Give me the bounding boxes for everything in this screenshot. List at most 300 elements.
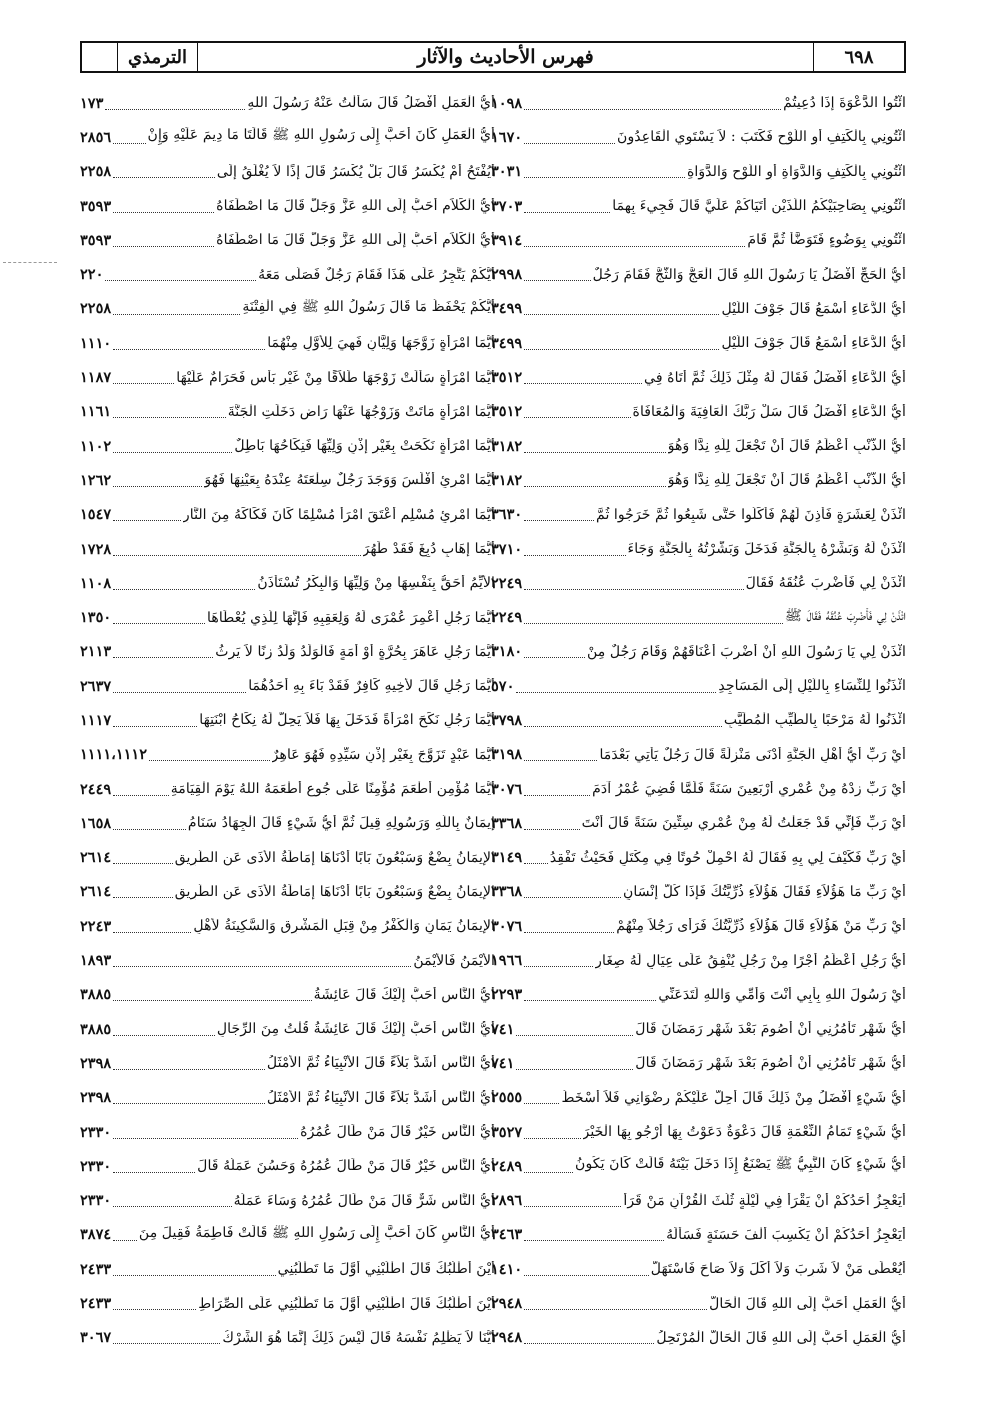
index-entry bbox=[491, 1081, 906, 1115]
entry-hadith-number: ٣٨٧٤ bbox=[80, 1226, 112, 1244]
entry-text: أَيُّ النَّاسِ خَيْرٌ قَالَ مَنْ طَالَ عُمُرُهُ bbox=[300, 1124, 495, 1141]
index-entry bbox=[491, 875, 906, 909]
index-entry bbox=[80, 292, 495, 326]
entry-hadith-number: ٢٤٣٣ bbox=[80, 1260, 112, 1278]
entry-text: الأَيِّمُ أَحَقُّ بِنَفْسِهَا مِنْ وَلِيِّهَا وَالْبِكْرُ تُسْتَأْذَنُ bbox=[257, 575, 495, 592]
entry-text: الإِيمَانُ يَمَانٍ وَالْكُفْرُ مِنْ قِبَلِ الْمَشْرِقِ وَالسَّكِينَةُ لأَهْلِ bbox=[193, 918, 495, 935]
index-entry bbox=[80, 772, 495, 806]
index-entry bbox=[80, 1321, 495, 1355]
index-entry bbox=[491, 257, 906, 291]
leader-dots bbox=[113, 589, 255, 590]
entry-text: أَيُّمَا رَجُلٍ أُعْمِرَ عُمْرَى لَهُ وَلِعَقِبِهِ فَإِنَّهَا لِلَّذِي يُعْطَاهَا bbox=[207, 609, 495, 626]
index-entry bbox=[491, 326, 906, 360]
entry-text: ائْذَنْ لَهُ وَبَشِّرْهُ بِالْجَنَّةِ فَدَخَلَ وَبَشَّرْتُهُ بِالْجَنَّةِ وَجَاءَ bbox=[627, 541, 906, 557]
index-entry bbox=[491, 600, 906, 634]
index-entry bbox=[491, 498, 906, 532]
entry-hadith-number: ٢٢٩٣ bbox=[491, 986, 523, 1004]
entry-text: الأَيْمَنُ فَالأَيْمَنُ bbox=[413, 952, 495, 969]
index-entry bbox=[491, 86, 906, 120]
index-entry bbox=[80, 1252, 495, 1286]
leader-dots bbox=[524, 863, 548, 864]
leader-dots bbox=[113, 1103, 265, 1104]
entry-hadith-number: ٢٩٤٨ bbox=[491, 1295, 523, 1313]
entry-hadith-number: ١١١٠ bbox=[80, 334, 112, 352]
leader-dots bbox=[113, 1240, 137, 1241]
entry-text: ائْذَنُوا لَهُ مَرْحَبًا بِالطَّيِّبِ الْمُطَيَّبِ bbox=[723, 712, 906, 729]
entry-text: أَيُّ شَيْءٍ تَمَامُ النِّعْمَةِ قَالَ دَعْوَةٌ دَعَوْتُ بِهَا أَرْجُو بِهَا الْخَيْرَ bbox=[582, 1124, 906, 1141]
entry-hadith-number: ٢٢٥٨ bbox=[80, 163, 112, 181]
entry-hadith-number: ١٢٦٢ bbox=[80, 471, 112, 489]
margin-dash-mark bbox=[3, 262, 57, 263]
leader-dots bbox=[524, 623, 783, 624]
index-entry bbox=[491, 1252, 906, 1286]
entry-text: أَيُّ النَّاسِ أَحَبُّ إِلَيْكَ قَالَ عَائِشَةُ bbox=[313, 986, 495, 1003]
entry-text: إِيمَانٌ بِاللَّهِ وَرَسُولِهِ قِيلَ ثُمَّ أَيُّ شَيْءٍ قَالَ الْجِهَادُ سَنَامُ bbox=[187, 815, 495, 832]
index-entry bbox=[80, 1115, 495, 1149]
index-entry bbox=[80, 875, 495, 909]
entry-hadith-number: ٢٨٥٦ bbox=[80, 128, 112, 146]
entry-hadith-number: ٣٦٣٠ bbox=[491, 506, 523, 524]
index-entry bbox=[491, 120, 906, 154]
leader-dots bbox=[524, 1206, 621, 1207]
leader-dots bbox=[524, 829, 579, 830]
index-entry bbox=[491, 738, 906, 772]
entry-hadith-number: ٢٢٤٩ bbox=[491, 609, 523, 627]
index-entry bbox=[80, 1218, 495, 1252]
entry-hadith-number: ٢٣٣٠ bbox=[80, 1192, 112, 1210]
entry-hadith-number: ١١١٧ bbox=[80, 711, 112, 729]
entry-text: أَيْ رَبِّ مَا هَؤُلاَءِ فَقَالَ هَؤُلاَءِ ذُرِّيَّتُكَ فَإِذَا كُلُّ إِنْسَانٍ bbox=[622, 883, 906, 900]
index-entry bbox=[80, 635, 495, 669]
entry-hadith-number: ٣٤٦٣ bbox=[491, 1226, 523, 1244]
entry-text: أَيُّ شَهْرٍ تَأْمُرُنِي أَنْ أَصُومَ بَعْدَ شَهْرِ رَمَضَانَ قَالَ bbox=[635, 1055, 906, 1072]
index-entry bbox=[80, 360, 495, 394]
entry-hadith-number: ٣٧١٠ bbox=[491, 540, 523, 558]
entry-hadith-number: ٣٨٨٥ bbox=[80, 986, 112, 1004]
leader-dots bbox=[524, 1103, 559, 1104]
index-entry bbox=[80, 463, 495, 497]
index-entry bbox=[80, 1149, 495, 1183]
entry-text: أَيُّ النَّاسِ شَرٌّ قَالَ مَنْ طَالَ عُمُرُهُ وَسَاءَ عَمَلُهُ bbox=[233, 1192, 495, 1209]
entry-hadith-number: ٢٩٩٨ bbox=[491, 266, 523, 284]
index-entry bbox=[491, 1115, 906, 1149]
index-entry bbox=[80, 1286, 495, 1320]
entry-hadith-number: ٣١٨٢ bbox=[491, 437, 523, 455]
leader-dots bbox=[113, 795, 169, 796]
leader-dots bbox=[524, 555, 625, 556]
entry-hadith-number: ٣٥٩٣ bbox=[80, 197, 112, 215]
entry-text: أَيُّمَا امْرَأَةٍ نَكَحَتْ بِغَيْرِ إِذْنِ وَلِيِّهَا فَنِكَاحُهَا بَاطِلٌ bbox=[234, 438, 495, 455]
leader-dots bbox=[113, 692, 246, 693]
leader-dots bbox=[524, 349, 719, 350]
index-entry bbox=[80, 1184, 495, 1218]
index-entry bbox=[80, 669, 495, 703]
entry-text: أَيُّ الدُّعَاءِ أَسْمَعُ قَالَ جَوْفَ اللَّيْلِ bbox=[721, 300, 906, 317]
leader-dots bbox=[524, 314, 719, 315]
entry-hadith-number: ٢٣٩٨ bbox=[80, 1054, 112, 1072]
leader-dots bbox=[524, 657, 585, 658]
leader-dots bbox=[524, 1138, 580, 1139]
entry-text: أَيُّ النَّاسِ أَشَدُّ بَلاَءً قَالَ الأَنْبِيَاءُ ثُمَّ الأَمْثَلُ bbox=[266, 1089, 495, 1106]
index-entry bbox=[80, 566, 495, 600]
entry-hadith-number: ٣٧٠٣ bbox=[491, 197, 523, 215]
index-entry bbox=[491, 532, 906, 566]
entry-hadith-number: ٣٥٢٧ bbox=[491, 1123, 523, 1141]
index-entry bbox=[491, 395, 906, 429]
entry-text: أَيْ رَسُولَ اللهِ بِأَبِي أَنْتَ وَأُمِّي وَاللهِ لَتَدَعَنِّي bbox=[658, 986, 906, 1003]
entry-hadith-number: ٢١١٣ bbox=[80, 643, 112, 661]
leader-dots bbox=[524, 383, 642, 384]
leader-dots bbox=[113, 1035, 215, 1036]
leader-dots bbox=[524, 897, 621, 898]
index-entry bbox=[80, 395, 495, 429]
leader-dots bbox=[524, 589, 743, 590]
header-book-name: الترمذي bbox=[118, 43, 198, 71]
leader-dots bbox=[105, 109, 245, 110]
leader-dots bbox=[113, 246, 214, 247]
leader-dots bbox=[113, 212, 214, 213]
entry-text: أَيُّمَا عَبْدٍ تَزَوَّجَ بِغَيْرِ إِذْنِ سَيِّدِهِ فَهُوَ عَاهِرٌ bbox=[271, 746, 495, 763]
entry-text: أَيُّكُمْ يَحْفَظُ مَا قَالَ رَسُولُ اللهِ ﷺ فِي الْفِتْنَةِ bbox=[242, 298, 495, 315]
entry-hadith-number: ٢٦١٤ bbox=[80, 883, 112, 901]
index-entry bbox=[80, 738, 495, 772]
index-entry bbox=[491, 669, 906, 703]
leader-dots bbox=[149, 760, 270, 761]
leader-dots bbox=[524, 417, 630, 418]
entry-text: ائْذَنْ لِي يَا رَسُولَ اللهِ أَنْ أَضْرِبَ أَعْنَاقَهُمْ وَقَامَ رَجُلٌ مِنْ bbox=[586, 643, 906, 660]
leader-dots bbox=[524, 1343, 654, 1344]
leader-dots bbox=[105, 280, 256, 281]
entry-hadith-number: ١٤١٠ bbox=[491, 1260, 523, 1278]
leader-dots bbox=[113, 1206, 231, 1207]
entry-hadith-number: ٣٧٩٨ bbox=[491, 711, 523, 729]
entry-hadith-number: ٢٢٥٨ bbox=[80, 300, 112, 318]
right-column bbox=[491, 86, 906, 1355]
entry-text: أَيُّمَا رَجُلٍ عَاهَرَ بِحُرَّةٍ أَوْ أَمَةٍ فَالْوَلَدُ وَلَدُ زِنًا لاَ يَرِثُ bbox=[215, 643, 495, 660]
entry-text: أَيَعْجِزُ أَحَدُكُمْ أَنْ يَكْسِبَ أَلْفَ حَسَنَةٍ فَسَأَلَهُ bbox=[666, 1226, 906, 1243]
index-entry bbox=[80, 943, 495, 977]
index-entry bbox=[80, 532, 495, 566]
entry-text: أَيُّ رَجُلٍ أَعْظَمُ أَجْرًا مِنْ رَجُلٍ يُنْفِقُ عَلَى عِيَالٍ لَهُ صِغَارٍ bbox=[595, 952, 906, 969]
entry-text: أَيُّ الدُّعَاءِ أَفْضَلُ قَالَ سَلْ رَبَّكَ الْعَافِيَةَ وَالْمُعَافَاةَ bbox=[632, 403, 906, 420]
entry-hadith-number: ٧٤١ bbox=[491, 1020, 515, 1038]
entry-text: أَيُّمَا رَجُلٍ نَكَحَ امْرَأَةً فَدَخَلَ بِهَا فَلاَ يَحِلُّ لَهُ نِكَاحُ ابْنَتِهَا bbox=[199, 712, 495, 729]
leader-dots bbox=[113, 1275, 276, 1276]
leader-dots bbox=[524, 966, 593, 967]
entry-hadith-number: ١٦٥٨ bbox=[80, 814, 112, 832]
leader-dots bbox=[113, 1172, 195, 1173]
page-header bbox=[80, 41, 906, 73]
leader-dots bbox=[113, 1000, 312, 1001]
entry-text: أَيُّمَا مُؤْمِنٍ أَطْعَمَ مُؤْمِنًا عَلَى جُوعٍ أَطْعَمَهُ اللهُ يَوْمَ الْقِيَامَةِ bbox=[170, 781, 495, 798]
index-entry bbox=[491, 292, 906, 326]
entry-hadith-number: ١٣٥٠ bbox=[80, 609, 112, 627]
index-entry bbox=[491, 1218, 906, 1252]
entry-text: أَيُّ شَهْرٍ تَأْمُرُنِي أَنْ أَصُومَ بَعْدَ شَهْرِ رَمَضَانَ قَالَ bbox=[635, 1021, 906, 1038]
index-entry bbox=[491, 806, 906, 840]
entry-text: ائْتُونِي بِوَضُوءٍ فَتَوَضَّأَ ثُمَّ قَامَ bbox=[747, 232, 906, 249]
entry-text: ائْتُونِي بِالْكَتِفِ أَوِ اللَّوْحِ فَكَتَبَ : لاَ يَسْتَوِي الْقَاعِدُونَ bbox=[617, 129, 906, 146]
leader-dots bbox=[113, 623, 205, 624]
entry-text: أَيُّكُمْ يَتَّجِرُ عَلَى هَذَا فَقَامَ رَجُلٌ فَصَلَّى مَعَهُ bbox=[258, 266, 495, 283]
entry-text: ائْتُوا الدَّعْوَةَ إِذَا دُعِيتُمْ bbox=[783, 95, 906, 112]
leader-dots bbox=[524, 212, 610, 213]
leader-dots bbox=[113, 520, 181, 521]
entry-hadith-number: ١٩٦٦ bbox=[491, 952, 523, 970]
header-empty-cell bbox=[82, 43, 118, 71]
entry-text: أَيُّ الذَّنْبِ أَعْظَمُ قَالَ أَنْ تَجْعَلَ لِلَّهِ نِدًّا وَهُوَ bbox=[667, 472, 906, 489]
entry-text: ائْتُونِي بِصَاحِبَيْكُمُ اللَّذَيْنِ أَتَيَاكُمْ عَلَيَّ قَالَ فَجِيءَ بِهِمَا bbox=[612, 198, 906, 215]
leader-dots bbox=[524, 932, 614, 933]
entry-hadith-number: ١٥٤٧ bbox=[80, 506, 112, 524]
entry-text: أَيُّمَا امْرَأَةٍ مَاتَتْ وَزَوْجُهَا عَنْهَا رَاضٍ دَخَلَتِ الْجَنَّةَ bbox=[227, 403, 495, 420]
entry-hadith-number: ١١٦١ bbox=[80, 403, 112, 421]
index-entry bbox=[80, 703, 495, 737]
entry-hadith-number: ٢٣٩٨ bbox=[80, 1089, 112, 1107]
leader-dots bbox=[113, 1343, 220, 1344]
index-entry bbox=[80, 841, 495, 875]
index-entry bbox=[80, 978, 495, 1012]
leader-dots bbox=[113, 863, 173, 864]
entry-hadith-number: ٢٦٣٧ bbox=[80, 677, 112, 695]
leader-dots bbox=[524, 1275, 649, 1276]
entry-text: أَيُّ النَّاسِ كَانَ أَحَبَّ إِلَى رَسُولِ اللهِ ﷺ قَالَتْ فَاطِمَةُ فَقِيلَ مِنَ bbox=[138, 1224, 495, 1241]
leader-dots bbox=[113, 417, 226, 418]
index-entry bbox=[80, 326, 495, 360]
leader-dots bbox=[524, 1240, 664, 1241]
index-entry bbox=[491, 429, 906, 463]
leader-dots bbox=[524, 280, 590, 281]
leader-dots bbox=[524, 760, 597, 761]
index-entry bbox=[491, 978, 906, 1012]
entry-hadith-number: ١٧٢٨ bbox=[80, 540, 112, 558]
entry-hadith-number: ٣١٨٢ bbox=[491, 471, 523, 489]
index-entry bbox=[80, 86, 495, 120]
index-entry bbox=[80, 1081, 495, 1115]
leader-dots bbox=[113, 1138, 298, 1139]
index-entry bbox=[491, 155, 906, 189]
index-entry bbox=[491, 909, 906, 943]
index-entry bbox=[80, 806, 495, 840]
entry-hadith-number: ١١٨٧ bbox=[80, 369, 112, 387]
entry-text: ائْتُونِي بِالْكَتِفِ وَالدَّوَاةِ أَوِ اللَّوْحِ وَالدَّوَاةِ bbox=[686, 163, 906, 180]
entry-text: ائْذَنْ لِي فَأَضْرِبَ عُنُقَهُ فَقَالَ bbox=[745, 575, 906, 592]
index-entry bbox=[80, 223, 495, 257]
index-entry bbox=[491, 1149, 906, 1183]
index-entry bbox=[491, 189, 906, 223]
entry-hadith-number: ٣٣٦٨ bbox=[491, 883, 523, 901]
entry-text: أَيُّ الذَّنْبِ أَعْظَمُ قَالَ أَنْ تَجْعَلَ لِلَّهِ نِدًّا وَهُوَ bbox=[667, 438, 906, 455]
entry-hadith-number: ٣٤٩٩ bbox=[491, 334, 523, 352]
index-entry bbox=[80, 120, 495, 154]
entry-hadith-number: ٣٠٣١ bbox=[491, 163, 523, 181]
entry-text: أَيُّ الدُّعَاءِ أَفْضَلُ فَقَالَ لَهُ مِثْلَ ذَلِكَ ثُمَّ أَتَاهُ فِي bbox=[644, 369, 906, 386]
entry-text: أَيُّ الْعَمَلِ أَحَبُّ إِلَى اللهِ قَالَ الْحَالُّ bbox=[709, 1295, 906, 1312]
leader-dots bbox=[113, 177, 215, 178]
entry-hadith-number: ٢٤٨٩ bbox=[491, 1157, 523, 1175]
entry-text: أَيُّ النَّاسِ أَحَبُّ إِلَيْكَ قَالَ عَائِشَةُ قُلْتُ مِنَ الرِّجَالِ bbox=[216, 1021, 495, 1038]
entry-text: أَيُّمَا إِهَابٍ دُبِغَ فَقَدْ طَهُرَ bbox=[362, 541, 495, 557]
entry-text: أَيْ رَبِّ مَنْ هَؤُلاَءِ قَالَ هَؤُلاَءِ ذُرِّيَّتُكَ فَرَأَى رَجُلاً مِنْهُمْ bbox=[616, 918, 906, 935]
leader-dots bbox=[113, 486, 202, 487]
entry-text: أَيُّ الْكَلاَمِ أَحَبُّ إِلَى اللهِ عَزَّ وَجَلَّ قَالَ مَا اصْطَفَاهُ bbox=[216, 232, 495, 249]
entry-text: أَيُفْتَحُ أَمْ يُكْسَرُ قَالَ بَلْ يُكْسَرُ قَالَ إِذًا لاَ يُغْلَقُ إِلَى bbox=[216, 163, 495, 180]
leader-dots bbox=[113, 726, 197, 727]
index-entry bbox=[491, 1286, 906, 1320]
leader-dots bbox=[113, 555, 360, 556]
leader-dots bbox=[524, 109, 781, 110]
index-entry bbox=[80, 155, 495, 189]
leader-dots bbox=[113, 452, 232, 453]
leader-dots bbox=[113, 829, 186, 830]
left-column bbox=[80, 86, 495, 1355]
entry-hadith-number: ١٦٧٠ bbox=[491, 128, 523, 146]
entry-hadith-number: ٣٠٧٦ bbox=[491, 917, 523, 935]
leader-dots bbox=[113, 657, 213, 658]
entry-hadith-number: ٥٧٠ bbox=[491, 677, 515, 695]
leader-dots bbox=[516, 692, 716, 693]
index-entry bbox=[80, 1012, 495, 1046]
entry-text: أَيْ رَبِّ فَإِنِّي قَدْ جَعَلْتُ لَهُ مِنْ عُمْرِي سِتِّينَ سَنَةً قَالَ أَنْتَ bbox=[581, 815, 906, 832]
entry-hadith-number: ١٨٩٣ bbox=[80, 952, 112, 970]
leader-dots bbox=[524, 1309, 707, 1310]
entry-hadith-number: ٢٦١٤ bbox=[80, 849, 112, 867]
leader-dots bbox=[113, 966, 411, 967]
index-entry bbox=[80, 498, 495, 532]
leader-dots bbox=[113, 932, 191, 933]
index-entry bbox=[491, 360, 906, 394]
entry-text: أَيُّ الْعَمَلِ كَانَ أَحَبَّ إِلَى رَسُولِ اللهِ ﷺ قَالَتَا مَا دِيمَ عَلَيْهِ وَإِنْ bbox=[147, 127, 495, 144]
leader-dots bbox=[524, 520, 594, 521]
entry-text: أَيْنَ أَطْلُبُكَ قَالَ اطْلُبْنِي أَوَّلَ مَا تَطْلُبُنِي عَلَى الصِّرَاطِ bbox=[198, 1295, 495, 1312]
leader-dots bbox=[516, 1035, 633, 1036]
leader-dots bbox=[113, 897, 173, 898]
entry-text: أَيْ رَبِّ زِدْهُ مِنْ عُمْرِي أَرْبَعِينَ سَنَةً فَلَمَّا قُضِيَ عُمْرُ آدَمَ bbox=[592, 781, 906, 798]
entry-hadith-number: ٢٤٤٩ bbox=[80, 780, 112, 798]
index-entry bbox=[491, 1184, 906, 1218]
entry-hadith-number: ٧٤١ bbox=[491, 1054, 515, 1072]
leader-dots bbox=[113, 349, 265, 350]
entry-hadith-number: ٣٥١٢ bbox=[491, 403, 523, 421]
entry-hadith-number: ٣١٨٠ bbox=[491, 643, 523, 661]
entry-hadith-number: ٣٤٩٩ bbox=[491, 300, 523, 318]
leader-dots bbox=[524, 486, 666, 487]
index-entry bbox=[491, 943, 906, 977]
leader-dots bbox=[524, 246, 745, 247]
index-entry bbox=[491, 772, 906, 806]
index-entry bbox=[491, 463, 906, 497]
leader-dots bbox=[113, 1309, 196, 1310]
entry-hadith-number: ٣٥١٢ bbox=[491, 369, 523, 387]
leader-dots bbox=[113, 1069, 265, 1070]
entry-text: أَيُّمَا امْرَأَةٍ زَوَّجَهَا وَلِيَّانِ فَهِيَ لِلأَوَّلِ مِنْهُمَا bbox=[267, 335, 495, 352]
entry-text: أَيُّمَا امْرَأَةٍ سَأَلَتْ زَوْجَهَا طَلاَقًا مِنْ غَيْرِ بَأْسٍ فَحَرَامٌ عَلَيْهَا bbox=[176, 369, 495, 386]
entry-hadith-number: ٢٣٣٠ bbox=[80, 1123, 112, 1141]
index-entry bbox=[491, 1012, 906, 1046]
index-entry bbox=[80, 1046, 495, 1080]
entry-hadith-number: ٣١٤٩ bbox=[491, 849, 523, 867]
entry-hadith-number: ٣٥٩٣ bbox=[80, 231, 112, 249]
entry-hadith-number: ٢٣٣٠ bbox=[80, 1157, 112, 1175]
leader-dots bbox=[524, 726, 722, 727]
entry-text: أَيُّ شَيْءٍ أَفْضَلُ مِنْ ذَلِكَ قَالَ أُحِلُّ عَلَيْكُمْ رِضْوَانِي فَلاَ أَسْخَطُ bbox=[561, 1089, 906, 1106]
entry-hadith-number: ١١١١،١١١٢ bbox=[80, 746, 147, 764]
leader-dots bbox=[524, 143, 615, 144]
entry-text: الإِيمَانُ بِضْعٌ وَسَبْعُونَ بَابًا أَدْنَاهَا إِمَاطَةُ الأَذَى عَنِ الطَّرِيقِ bbox=[174, 883, 495, 900]
entry-text: أَيَعْجِزُ أَحَدُكُمْ أَنْ يَقْرَأَ فِي لَيْلَةٍ ثُلُثَ الْقُرْآنِ مَنْ قَرَأَ bbox=[623, 1192, 906, 1209]
index-entry bbox=[491, 841, 906, 875]
index-entry bbox=[491, 1321, 906, 1355]
entry-hadith-number: ٣١٩٨ bbox=[491, 746, 523, 764]
leader-dots bbox=[524, 1000, 656, 1001]
index-entry bbox=[80, 257, 495, 291]
entry-text: أَيُّمَا امْرِئٍ مُسْلِمٍ أَعْتَقَ امْرَأً مُسْلِمًا كَانَ فَكَاكَهُ مِنَ النَّارِ bbox=[182, 506, 495, 523]
index-entry bbox=[80, 600, 495, 634]
entry-text: أَيُّمَا امْرِئٍ أَفْلَسَ وَوَجَدَ رَجُلٌ سِلْعَتَهُ عِنْدَهُ بِعَيْنِهَا فَهُوَ bbox=[204, 472, 495, 489]
entry-text: أَيُّ الْعَمَلِ أَفْضَلُ قَالَ سَأَلْتُ عَنْهُ رَسُولَ اللهِ bbox=[247, 95, 495, 112]
header-page-number: ٦٩٨ bbox=[844, 46, 874, 68]
index-entry bbox=[491, 635, 906, 669]
index-entry bbox=[491, 223, 906, 257]
index-entry bbox=[80, 909, 495, 943]
entry-hadith-number: ٢٩٤٨ bbox=[491, 1329, 523, 1347]
leader-dots bbox=[524, 177, 685, 178]
entry-text: ائْذَنْ لِعَشَرَةٍ فَأَذِنَ لَهُمْ فَأَكَلُوا حَتَّى شَبِعُوا ثُمَّ خَرَجُوا ثُمَّ bbox=[596, 506, 906, 523]
entry-text: أَيْ رَبِّ فَكَيْفَ لِي بِهِ فَقَالَ لَهُ احْمِلْ حُوتًا فِي مِكْتَلٍ فَحَيْثُ تَفْقِدُ bbox=[549, 849, 906, 866]
entry-text: أَيُّ النَّاسِ أَشَدُّ بَلاَءً قَالَ الأَنْبِيَاءُ ثُمَّ الأَمْثَلُ bbox=[266, 1055, 495, 1072]
leader-dots bbox=[113, 143, 145, 144]
entry-text: ائْذَنْ لِي فَأَضْرِبَ عُنُقَهُ فَقَالَ ﷺ bbox=[784, 607, 906, 624]
entry-text: أَيُّ شَيْءٍ كَانَ النَّبِيُّ ﷺ يَصْنَعُ إِذَا دَخَلَ بَيْتَهُ قَالَتْ كَانَ يَكُونُ bbox=[575, 1156, 906, 1173]
entry-hadith-number: ١١٠٨ bbox=[80, 574, 112, 592]
leader-dots bbox=[516, 1069, 633, 1070]
entry-text: الإِيمَانُ بِضْعٌ وَسَبْعُونَ بَابًا أَدْنَاهَا إِمَاطَةُ الأَذَى عَنِ الطَّرِيقِ bbox=[174, 849, 495, 866]
entry-hadith-number: ٣٩١٤ bbox=[491, 231, 523, 249]
entry-hadith-number: ٣٠٦٧ bbox=[80, 1329, 112, 1347]
entry-text: أَيُعْطَى مَنْ لاَ شَرِبَ وَلاَ أَكَلَ وَلاَ صَاحَ فَاسْتَهَلَّ bbox=[650, 1261, 906, 1278]
entry-text: أَيْ رَبِّ أَيُّ أَهْلِ الْجَنَّةِ أَدْنَى مَنْزِلَةً قَالَ رَجُلٌ يَأْتِي بَعْدَمَا bbox=[599, 746, 906, 763]
entry-text: أَيُّ الْعَمَلِ أَحَبُّ إِلَى اللهِ قَالَ الْحَالُّ الْمُرْتَحِلُ bbox=[656, 1329, 906, 1346]
index-entry bbox=[491, 566, 906, 600]
entry-text: أَيُّ الدُّعَاءِ أَسْمَعُ قَالَ جَوْفَ اللَّيْلِ bbox=[721, 335, 906, 352]
entry-hadith-number: ١١٠٢ bbox=[80, 437, 112, 455]
entry-text: أَيُّ النَّاسِ خَيْرٌ قَالَ مَنْ طَالَ عُمُرُهُ وَحَسُنَ عَمَلُهُ قَالَ bbox=[197, 1158, 495, 1175]
entry-hadith-number: ٢٨٩٦ bbox=[491, 1192, 523, 1210]
header-title: فهرس الأحاديث والآثار bbox=[198, 43, 814, 71]
entry-hadith-number: ٣٠٧٦ bbox=[491, 780, 523, 798]
entry-text: أَيُّ الْحَجِّ أَفْضَلُ يَا رَسُولَ اللهِ قَالَ الْعَجُّ وَالثَّجُّ فَقَامَ رَجُلٌ bbox=[592, 266, 906, 283]
entry-hadith-number: ٢٢٤٩ bbox=[491, 574, 523, 592]
entry-hadith-number: ٢٥٥٥ bbox=[491, 1089, 523, 1107]
leader-dots bbox=[524, 795, 590, 796]
index-entry bbox=[491, 703, 906, 737]
entry-hadith-number: ٢٢٤٣ bbox=[80, 917, 112, 935]
entry-text: ائْذَنُوا لِلنِّسَاءِ بِاللَّيْلِ إِلَى الْمَسَاجِدِ bbox=[718, 678, 906, 695]
leader-dots bbox=[113, 314, 240, 315]
entry-text: أَيُّمَا رَجُلٍ قَالَ لأَخِيهِ كَافِرٌ فَقَدْ بَاءَ بِهِ أَحَدُهُمَا bbox=[248, 678, 495, 695]
leader-dots bbox=[524, 452, 666, 453]
leader-dots bbox=[524, 1172, 573, 1173]
entry-text: أَيْنَ أَطْلُبُكَ قَالَ اطْلُبْنِي أَوَّلَ مَا تَطْلُبُنِي bbox=[277, 1261, 495, 1278]
entry-text: أَيُّنَا لاَ يَظْلِمُ نَفْسَهُ قَالَ لَيْسَ ذَلِكَ إِنَّمَا هُوَ الشِّرْكُ bbox=[222, 1329, 495, 1346]
entry-text: أَيُّ الْكَلاَمِ أَحَبُّ إِلَى اللهِ عَزَّ وَجَلَّ قَالَ مَا اصْطَفَاهُ bbox=[216, 198, 495, 215]
index-entry bbox=[80, 429, 495, 463]
entry-hadith-number: ٢٢٠ bbox=[80, 266, 104, 284]
entry-hadith-number: ١٧٣ bbox=[80, 94, 104, 112]
entry-hadith-number: ١٠٩٨ bbox=[491, 94, 523, 112]
entry-hadith-number: ٣٣٦٨ bbox=[491, 814, 523, 832]
index-entry bbox=[491, 1046, 906, 1080]
